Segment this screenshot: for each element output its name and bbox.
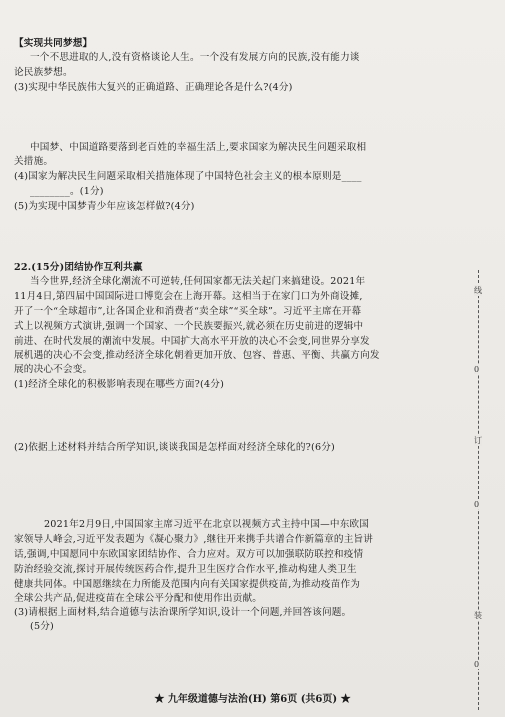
question-22-3-line-2: (5分) — [30, 621, 54, 632]
passage-1-line-4: 式上以视频方式演讲,强调一个国家、一个民族要振兴,就必须在历史前进的逻辑中 — [14, 321, 364, 332]
question-22-1: (1)经济全球化的积极影响表现在哪些方面?(4分) — [14, 379, 225, 390]
side-mark-5: 装 — [474, 611, 482, 620]
question-22-2: (2)依据上述材料并结合所学知识,谈谈我国是怎样面对经济全球化的?(6分) — [14, 442, 335, 453]
passage-1-line-2: 11月4日,第四届中国国际进口博览会在上海开幕。这相当于在家门口为外商设摊, — [14, 291, 363, 302]
section-title: 【实现共同梦想】 — [14, 38, 93, 49]
side-mark-4: 0 — [474, 500, 480, 509]
passage-1-line-1: 当今世界,经济全球化潮流不可逆转,任何国家都无法关起门来搞建设。2021年 — [30, 276, 366, 287]
passage-2-line-5: 健康共同体。中国愿继续在力所能及范围内向有关国家提供疫苗,为推动疫苗作为 — [14, 579, 361, 590]
intro-line-1: 一个不思进取的人,没有资格谈论人生。一个没有发展方向的民族,没有能力谈 — [30, 52, 360, 63]
question-4-line-1: (4)国家为解决民生问题采取相关措施体现了中国特色社会主义的根本原则是____ — [14, 171, 362, 182]
question-5: (5)为实现中国梦青少年应该怎样做?(4分) — [14, 201, 195, 212]
question-4-line-2: ________。(1分) — [30, 186, 104, 197]
material-line-2: 关措施。 — [14, 156, 54, 167]
question-22-3-line-1: (3)请根据上面材料,结合道德与法治课所学知识,设计一个问题,并回答该问题。 — [14, 607, 352, 618]
page-footer: ★ 九年级道德与法治(H) 第6页 (共6页) ★ — [154, 694, 351, 705]
passage-2-line-6: 全球公共产品,促进疫苗在全球公平分配和使用作出贡献。 — [14, 593, 263, 604]
side-mark-3: 订 — [474, 436, 482, 445]
passage-1-line-3: 开了一个“全球超市”,让各国企业和消费者“卖全球”“买全球”。习近平主席在开幕 — [14, 306, 362, 317]
passage-2-line-4: 防治经验交流,探讨开展传统医药合作,提升卫生医疗合作水平,推动构建人类卫生 — [14, 564, 357, 575]
passage-2-line-2: 家领导人峰会,习近平发表题为《凝心聚力》,继往开来携手共谱合作新篇章的主旨讲 — [14, 534, 374, 545]
material-line-1: 中国梦、中国道路要落到老百姓的幸福生活上,要求国家为解决民生问题采取相 — [30, 142, 367, 153]
question-3: (3)实现中华民族伟大复兴的正确道路、正确理论各是什么?(4分) — [14, 82, 293, 93]
side-mark-6: 0 — [474, 660, 480, 669]
passage-1-line-5: 前进、在时代发展的潮流中发展。中国扩大高水平开放的决心不会变,同世界分享发 — [14, 336, 370, 347]
binding-line — [478, 270, 479, 710]
passage-1-line-7: 展的决心不会变。 — [14, 364, 93, 375]
passage-2-line-3: 话,强调,中国愿同中东欧国家团结协作、合力应对。双方可以加强联防联控和疫情 — [14, 549, 364, 560]
intro-line-2: 论民族梦想。 — [14, 67, 73, 78]
side-mark-2: 0 — [474, 365, 480, 374]
side-mark-1: 线 — [474, 286, 482, 295]
question-22-header: 22.(15分)团结协作互利共赢 — [14, 262, 143, 273]
passage-2-line-1: 2021年2月9日,中国国家主席习近平在北京以视频方式主持中国—中东欧国 — [44, 519, 370, 530]
passage-1-line-6: 展机遇的决心不会变,推动经济全球化朝着更加开放、包容、普惠、平衡、共赢方向发 — [14, 350, 380, 361]
